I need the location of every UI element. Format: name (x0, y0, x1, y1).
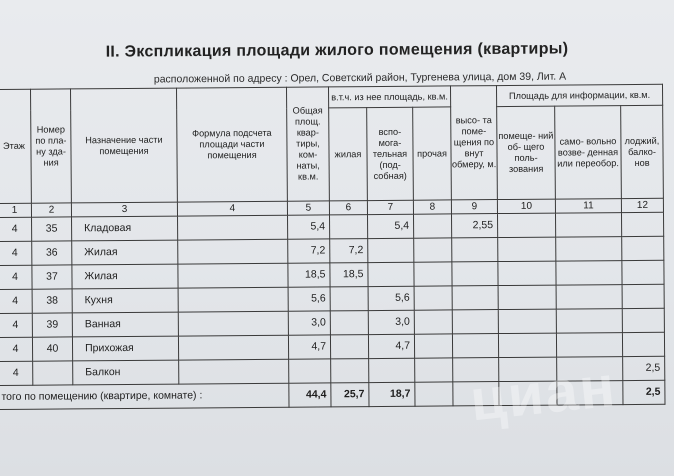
cell-purpose: Балкон (73, 360, 179, 385)
cell-formula (178, 287, 288, 312)
cell-auxiliary: 5,4 (367, 214, 413, 238)
cell-number: 37 (32, 265, 72, 289)
header-loggias: лоджий, балко- нов (621, 105, 664, 198)
cell-common-use (498, 309, 556, 333)
cell-purpose: Прихожая (72, 336, 178, 361)
cell-floor: 4 (0, 265, 32, 289)
cell-other (414, 334, 452, 358)
cell-purpose: Кладовая (72, 216, 178, 241)
cell-living (330, 287, 368, 311)
total-area-sum: 44,4 (289, 383, 331, 407)
cell-common-use (498, 237, 556, 261)
cell-total-area: 5,6 (288, 287, 330, 311)
column-number: 2 (31, 203, 71, 217)
cell-total-area: 18,5 (288, 263, 330, 287)
cell-loggias (622, 284, 664, 308)
living-area-sum: 25,7 (331, 383, 369, 407)
cell-auxiliary (368, 238, 414, 262)
cell-auxiliary: 4,7 (368, 334, 414, 358)
cell-loggias (622, 236, 664, 260)
cell-purpose: Ванная (72, 312, 178, 337)
cell-height (452, 334, 498, 358)
header-height: высо- та поме- щения по внут обмеру, м. (450, 86, 497, 200)
loggias-sum: 2,5 (623, 380, 665, 404)
cell-common-use (498, 285, 556, 309)
cell-number: 40 (32, 337, 72, 361)
cell-living (330, 311, 368, 335)
cell-auxiliary (369, 358, 415, 382)
auxiliary-area-sum: 18,7 (369, 382, 415, 406)
cell-height (452, 286, 498, 310)
header-including: в.т.ч. из нее площадь, кв.м. (328, 86, 450, 108)
cell-floor: 4 (0, 289, 32, 313)
cell-living (331, 359, 369, 383)
header-info-area: Площадь для информации, кв.м. (496, 84, 662, 106)
cell-height (452, 262, 498, 286)
cell-height: 2,55 (451, 214, 497, 238)
address-line: расположенной по адресу : Орел, Советский район, Тургенева улица, дом 39, Лит. А (153, 70, 567, 86)
column-number: 5 (287, 201, 329, 215)
cell-other (413, 214, 451, 238)
cell-self-built (556, 261, 622, 286)
cell-self-built (556, 285, 622, 310)
column-number: 9 (451, 200, 497, 214)
watermark: циан (467, 353, 620, 434)
cell-other (415, 358, 453, 382)
column-number: 4 (177, 201, 287, 216)
header-common-use: помеще- ний об- щего поль- зования (497, 106, 556, 199)
column-number: 7 (367, 200, 413, 214)
cell-auxiliary: 3,0 (368, 310, 414, 334)
column-number: 3 (71, 202, 177, 217)
cell-number: 38 (32, 289, 72, 313)
cell-formula (179, 359, 289, 384)
cell-number: 36 (32, 241, 72, 265)
cell-loggias (622, 332, 664, 356)
cell-living: 18,5 (330, 263, 368, 287)
header-floor: Этаж (0, 89, 31, 203)
cell-purpose: Жилая (72, 264, 178, 289)
cell-total-area: 4,7 (288, 335, 330, 359)
cell-formula (178, 263, 288, 288)
cell-height (452, 310, 498, 334)
column-number: 1 (0, 203, 32, 217)
cell-purpose: Жилая (72, 240, 178, 265)
cell-auxiliary: 5,6 (368, 286, 414, 310)
cell-formula (178, 215, 288, 240)
cell-loggias (622, 260, 664, 284)
cell-total-area: 3,0 (288, 311, 330, 335)
page-title: II. Экспликация площади жилого помещения (квартиры) (105, 40, 569, 61)
cell-formula (178, 311, 288, 336)
column-number: 11 (555, 199, 621, 214)
cell-loggias (622, 308, 664, 332)
totals-label: того по помещению (квартире, комнате) : (0, 383, 289, 409)
cell-floor: 4 (0, 337, 33, 361)
cell-other (414, 238, 452, 262)
cell-living (330, 335, 368, 359)
cell-number: 39 (32, 313, 72, 337)
cell-floor: 4 (0, 241, 32, 265)
header-other: прочая (413, 107, 452, 200)
header-number: Номер по пла- ну зда- ния (31, 89, 72, 203)
cell-other (414, 310, 452, 334)
header-auxiliary: вспо- мога- тельная (под- собная) (367, 107, 414, 200)
cell-floor: 4 (0, 313, 32, 337)
cell-number: 35 (32, 217, 72, 241)
header-self-built: само- вольно возве- денная или переобор. (555, 106, 622, 200)
cell-total-area: 7,2 (288, 239, 330, 263)
column-number: 12 (621, 198, 663, 212)
cell-living: 7,2 (330, 239, 368, 263)
column-number: 10 (497, 199, 555, 213)
cell-purpose: Кухня (72, 288, 178, 313)
cell-total-area (289, 359, 331, 383)
cell-auxiliary (368, 262, 414, 286)
header-formula: Формула подсчета площади части помещения (176, 87, 287, 202)
cell-formula (178, 335, 288, 360)
cell-living (329, 215, 367, 239)
cell-total-area: 5,4 (288, 215, 330, 239)
cell-other (414, 262, 452, 286)
cell-floor: 4 (0, 361, 33, 385)
cell-loggias (621, 212, 663, 236)
cell-floor: 4 (0, 217, 32, 241)
cell-common-use (498, 261, 556, 285)
cell-height (452, 238, 498, 262)
cell-self-built (556, 309, 622, 334)
cell-formula (178, 239, 288, 264)
cell-self-built (556, 237, 622, 262)
cell-common-use (498, 333, 556, 357)
cell-other (414, 286, 452, 310)
header-living: жилая (329, 108, 368, 201)
other-area-sum (415, 382, 453, 406)
cell-loggias: 2,5 (623, 356, 665, 380)
cell-common-use (497, 213, 555, 237)
header-purpose: Назначение части помещения (71, 88, 178, 203)
cell-number (33, 361, 73, 385)
column-number: 6 (329, 201, 367, 215)
cell-self-built (555, 213, 621, 238)
column-number: 8 (413, 200, 451, 214)
header-total-area: Общая площ. квар- тиры, ком- наты, кв.м. (286, 87, 329, 201)
